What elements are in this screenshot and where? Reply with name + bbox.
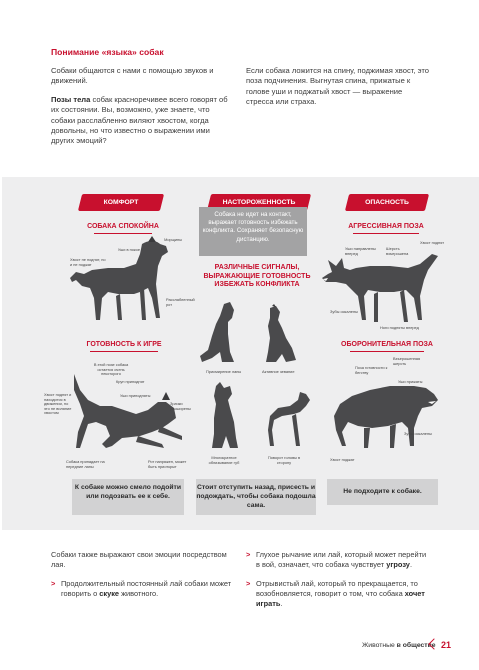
category-danger: [351, 194, 423, 211]
page-number: 21: [434, 638, 458, 652]
aggressive-dog-icon: [320, 250, 444, 332]
bullet-threat-post: .: [409, 560, 412, 570]
note-mid-yawn: Активное зевание: [262, 369, 295, 374]
bullet-boredom-pre: Продолжительный постоянный лай собаки может говорить о: [61, 578, 232, 598]
subtitle-calm: СОБАКА СПОКОЙНА: [87, 223, 159, 230]
caption-comfort: К собаке можно смело подойти или подозвать ее к себе.: [72, 479, 184, 515]
footer-text: Животные: [362, 642, 397, 649]
intro-paragraph-1: Собаки общаются с нами с помощью звуков и движений.: [51, 66, 214, 86]
note-defensive-ears: Уши прижаты: [398, 379, 423, 384]
intro-left-column: [51, 66, 231, 155]
note-aggressive-legs: Ноги подняты вперед: [380, 325, 419, 330]
sitting-dog-lip-licking-icon: [204, 382, 242, 452]
caption-alert: Стоит отступить назад, присесть и подождать, чтобы собака подошла сама.: [196, 479, 316, 515]
intro-paragraph-2-rest: собак красноречивее всего говорят об их состоянии. Вы, возможно, уже знаете, что собаки расслабленно виляют хвостом, когда довольны, но что известно о выражении ими других эмоций?: [51, 94, 228, 146]
intro-paragraph-3: Если собака ложится на спину, поджимая хвост, это поза подчинения. Выгнутая спина, прижатые к голове уши и поджатый хвост — выражение стресса или страха.: [246, 66, 429, 107]
subtitle-aggressive: АГРЕССИВНАЯ ПОЗА: [348, 223, 424, 230]
note-calm-tail: Хвост не поднят, но и не поджат: [70, 257, 106, 267]
note-defensive-tail: Хвост поджат: [330, 457, 355, 462]
note-calm-body: Расслабленный рот: [166, 297, 195, 307]
bullet-play-bold: хочет играть: [256, 588, 425, 609]
bullet-boredom-post: животного.: [119, 588, 159, 598]
bullet-arrow-icon: >: [246, 578, 251, 588]
bottom-left-column: [51, 550, 236, 607]
sitting-dog-licking-icon: [198, 300, 236, 366]
category-alert-label: НАСТОРОЖЕННОСТЬ: [222, 199, 296, 206]
intro-bold-body-pose: Позы тела: [51, 94, 91, 104]
note-defensive-fur: Взъерошенная шерсть: [393, 356, 421, 366]
note-play-tail: Хвост поднят и находится в движении, но это не виляние хвостом: [44, 392, 72, 416]
note-aggressive-teeth: Зубы оскалены: [330, 309, 358, 314]
sitting-dog-yawning-icon: [262, 304, 298, 366]
note-play-body: В этой позе собака остается очень некоторого: [93, 362, 129, 377]
bullet-arrow-icon: >: [246, 550, 251, 559]
category-comfort: [84, 194, 158, 211]
bottom-bullet-boredom: [51, 579, 236, 600]
subtitle-calm-underline: [94, 233, 152, 234]
bullet-threat-bold: угрозу: [386, 560, 410, 570]
note-calm-ears: Уши в покое: [117, 247, 140, 252]
footer-section-name: [362, 642, 436, 649]
note-play-ears: Уши приподняты: [120, 393, 151, 398]
bullet-threat-pre: Глухое рычание или лай, который может перейти в вой, означает, что собака чувствует: [256, 550, 427, 570]
middle-title: РАЗЛИЧНЫЕ СИГНАЛЫ, ВЫРАЖАЮЩИЕ ГОТОВНОСТЬ ИЗБЕЖАТЬ КОНФЛИКТА: [203, 264, 311, 289]
note-calm-mouth: Морщины: [164, 237, 182, 242]
note-play-back: Круп приподнят: [116, 379, 145, 384]
bottom-right-column: [246, 550, 432, 617]
subtitle-defensive: ОБОРОНИТЕЛЬНАЯ ПОЗА: [341, 341, 433, 348]
subtitle-play-underline: [90, 351, 158, 352]
bullet-play-post: .: [280, 599, 283, 609]
note-mid-lick: Многократное облизывание губ: [208, 455, 240, 465]
bottom-bullet-play: [246, 579, 432, 610]
note-defensive-teeth: Зубы оскалены: [404, 431, 432, 436]
category-comfort-label: КОМФОРТ: [103, 199, 139, 206]
note-mid-turn: Поворот головы в сторону: [267, 455, 301, 465]
note-defensive-flight: Поза готовности к бегству: [355, 365, 388, 375]
note-play-front-legs: Собака припадает на передние лапы: [66, 459, 105, 469]
category-danger-label: ОПАСНОСТЬ: [365, 199, 409, 206]
bullet-boredom-bold: скуке: [99, 588, 120, 598]
section-title: Понимание «языка» собак: [51, 47, 164, 57]
note-aggressive-fur: Шерсть взъерошена: [386, 246, 409, 256]
note-aggressive-ears: Уши направлены вперед: [345, 246, 376, 256]
intro-paragraph-2: [51, 95, 231, 147]
bullet-arrow-icon: >: [51, 578, 56, 588]
standing-dog-head-turn-icon: [268, 390, 314, 450]
note-aggressive-tail: Хвост поднят: [420, 240, 445, 245]
subtitle-defensive-underline: [350, 351, 424, 352]
bottom-paragraph-1: Собаки также выражают свои эмоции посредством лая.: [51, 550, 227, 570]
bullet-play-pre: Отрывистый лай, который то прекращается, то возобновляется, говорит о том, что собака: [256, 578, 418, 598]
alert-description-box: Собака не идет на контакт, выражает готовность избежать конфликта. Сохраняет безопасную дистанцию.: [199, 207, 307, 256]
subtitle-aggressive-underline: [353, 233, 419, 234]
bottom-bullet-threat: [246, 550, 432, 571]
footer-text-bold: в обществе: [396, 642, 436, 649]
note-play-mouth: Рот напряжен, может быть приоткрыт: [148, 459, 187, 469]
intro-right-column: [246, 66, 430, 116]
note-mid-paw: Присмирение лапы: [206, 369, 242, 374]
note-play-eyes: Зрачки расширены: [170, 401, 191, 411]
caption-danger: Не подходите к собаке.: [327, 479, 438, 505]
subtitle-play: ГОТОВНОСТЬ К ИГРЕ: [86, 341, 162, 348]
